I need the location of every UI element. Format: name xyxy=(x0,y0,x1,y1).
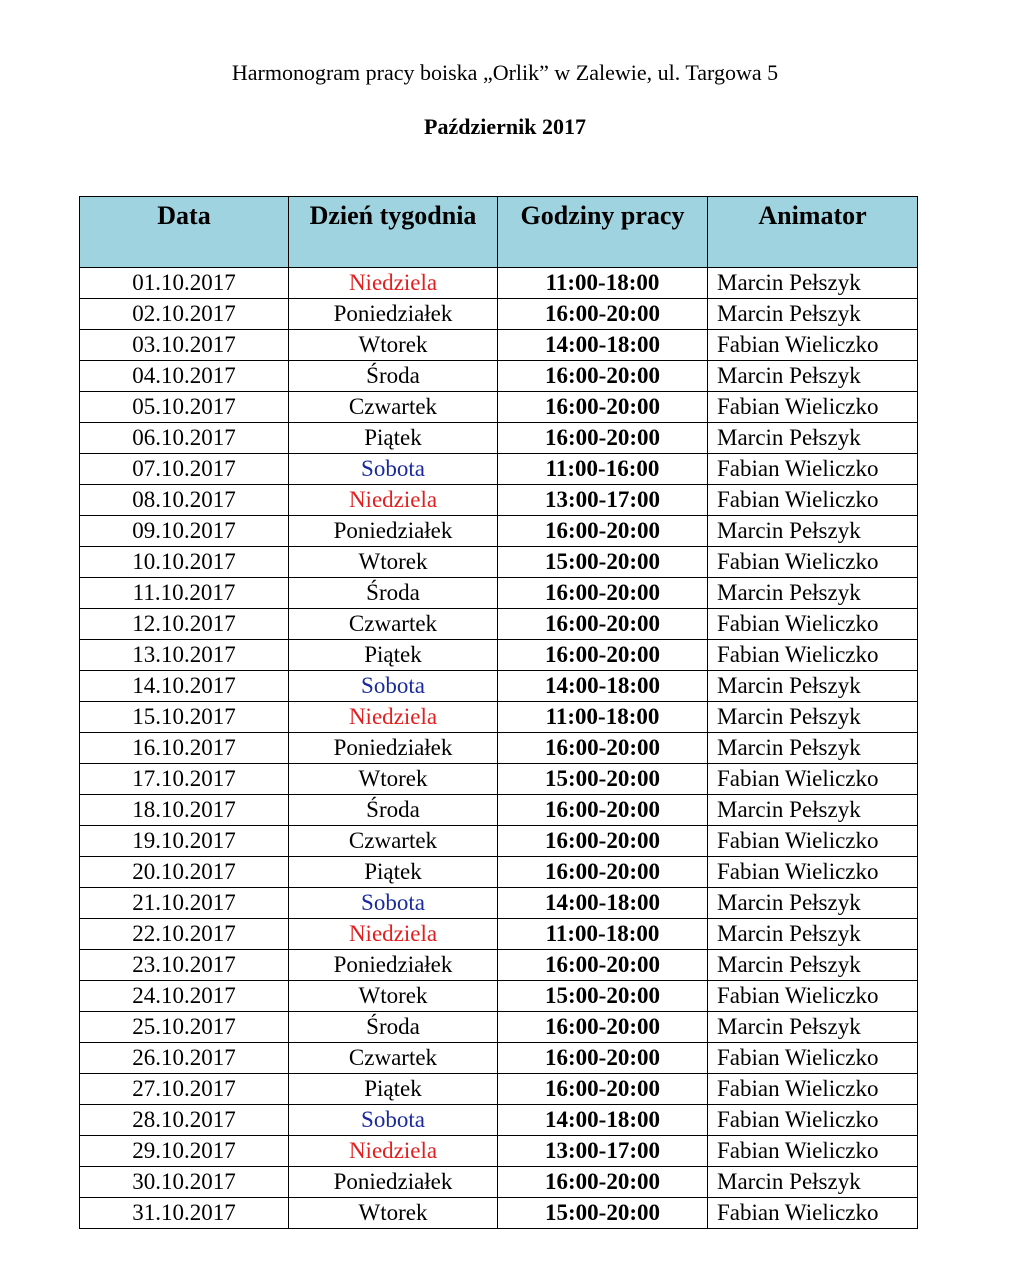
animator-cell: Marcin Pełszyk xyxy=(708,702,918,733)
weekday-cell: Poniedziałek xyxy=(289,299,498,330)
weekday-cell: Wtorek xyxy=(289,547,498,578)
table-row xyxy=(80,268,918,299)
schedule-table xyxy=(79,196,918,1229)
weekday-cell: Poniedziałek xyxy=(289,950,498,981)
document-title: Harmonogram pracy boiska „Orlik” w Zalewie, ul. Targowa 5 xyxy=(231,60,779,85)
animator-cell: Fabian Wieliczko xyxy=(708,1043,918,1074)
hours-cell: 16:00-20:00 xyxy=(498,1167,708,1198)
animator-cell: Marcin Pełszyk xyxy=(708,578,918,609)
weekday-cell: Sobota xyxy=(289,1105,498,1136)
date-cell: 20.10.2017 xyxy=(80,857,289,888)
date-cell: 28.10.2017 xyxy=(80,1105,289,1136)
animator-cell: Fabian Wieliczko xyxy=(708,1105,918,1136)
weekday-cell: Sobota xyxy=(289,888,498,919)
hours-cell: 16:00-20:00 xyxy=(498,1043,708,1074)
weekday-cell: Wtorek xyxy=(289,330,498,361)
table-row xyxy=(80,423,918,454)
animator-cell: Marcin Pełszyk xyxy=(708,919,918,950)
weekday-cell: Środa xyxy=(289,1012,498,1043)
hours-cell: 14:00-18:00 xyxy=(498,888,708,919)
weekday-cell: Wtorek xyxy=(289,1198,498,1229)
hours-cell: 16:00-20:00 xyxy=(498,640,708,671)
date-cell: 27.10.2017 xyxy=(80,1074,289,1105)
hours-cell: 15:00-20:00 xyxy=(498,764,708,795)
table-row xyxy=(80,981,918,1012)
date-cell: 14.10.2017 xyxy=(80,671,289,702)
table-row xyxy=(80,609,918,640)
animator-cell: Marcin Pełszyk xyxy=(708,516,918,547)
weekday-cell: Niedziela xyxy=(289,268,498,299)
weekday-cell: Czwartek xyxy=(289,609,498,640)
date-cell: 01.10.2017 xyxy=(80,268,289,299)
table-row xyxy=(80,795,918,826)
table-row xyxy=(80,485,918,516)
hours-cell: 13:00-17:00 xyxy=(498,485,708,516)
date-cell: 31.10.2017 xyxy=(80,1198,289,1229)
weekday-cell: Poniedziałek xyxy=(289,1167,498,1198)
table-row xyxy=(80,1012,918,1043)
hours-cell: 16:00-20:00 xyxy=(498,733,708,764)
schedule-body xyxy=(80,268,918,1229)
animator-cell: Marcin Pełszyk xyxy=(708,423,918,454)
animator-cell: Fabian Wieliczko xyxy=(708,1074,918,1105)
table-row xyxy=(80,671,918,702)
hours-cell: 16:00-20:00 xyxy=(498,1012,708,1043)
weekday-cell: Środa xyxy=(289,578,498,609)
animator-cell: Marcin Pełszyk xyxy=(708,1012,918,1043)
weekday-cell: Poniedziałek xyxy=(289,516,498,547)
animator-cell: Marcin Pełszyk xyxy=(708,1167,918,1198)
date-cell: 09.10.2017 xyxy=(80,516,289,547)
animator-cell: Fabian Wieliczko xyxy=(708,330,918,361)
column-header-date: Data xyxy=(80,197,289,268)
animator-cell: Marcin Pełszyk xyxy=(708,671,918,702)
date-cell: 17.10.2017 xyxy=(80,764,289,795)
weekday-cell: Poniedziałek xyxy=(289,733,498,764)
hours-cell: 14:00-18:00 xyxy=(498,671,708,702)
table-row xyxy=(80,1136,918,1167)
weekday-cell: Wtorek xyxy=(289,764,498,795)
table-row xyxy=(80,547,918,578)
hours-cell: 16:00-20:00 xyxy=(498,950,708,981)
weekday-cell: Piątek xyxy=(289,857,498,888)
hours-cell: 16:00-20:00 xyxy=(498,857,708,888)
weekday-cell: Piątek xyxy=(289,640,498,671)
animator-cell: Fabian Wieliczko xyxy=(708,1198,918,1229)
animator-cell: Marcin Pełszyk xyxy=(708,950,918,981)
weekday-cell: Sobota xyxy=(289,671,498,702)
animator-cell: Marcin Pełszyk xyxy=(708,361,918,392)
hours-cell: 13:00-17:00 xyxy=(498,1136,708,1167)
weekday-cell: Sobota xyxy=(289,454,498,485)
animator-cell: Fabian Wieliczko xyxy=(708,454,918,485)
hours-cell: 15:00-20:00 xyxy=(498,981,708,1012)
hours-cell: 16:00-20:00 xyxy=(498,609,708,640)
hours-cell: 11:00-16:00 xyxy=(498,454,708,485)
weekday-cell: Niedziela xyxy=(289,1136,498,1167)
month-heading: Październik 2017 xyxy=(424,114,586,139)
table-row xyxy=(80,1043,918,1074)
table-row xyxy=(80,888,918,919)
date-cell: 07.10.2017 xyxy=(80,454,289,485)
animator-cell: Fabian Wieliczko xyxy=(708,764,918,795)
table-row xyxy=(80,826,918,857)
date-cell: 26.10.2017 xyxy=(80,1043,289,1074)
hours-cell: 16:00-20:00 xyxy=(498,423,708,454)
table-row xyxy=(80,640,918,671)
table-row xyxy=(80,392,918,423)
table-row xyxy=(80,454,918,485)
table-row xyxy=(80,764,918,795)
weekday-cell: Środa xyxy=(289,795,498,826)
animator-cell: Fabian Wieliczko xyxy=(708,1136,918,1167)
date-cell: 21.10.2017 xyxy=(80,888,289,919)
hours-cell: 14:00-18:00 xyxy=(498,1105,708,1136)
weekday-cell: Piątek xyxy=(289,1074,498,1105)
animator-cell: Fabian Wieliczko xyxy=(708,547,918,578)
date-cell: 11.10.2017 xyxy=(80,578,289,609)
date-cell: 02.10.2017 xyxy=(80,299,289,330)
table-row xyxy=(80,702,918,733)
hours-cell: 16:00-20:00 xyxy=(498,516,708,547)
table-row xyxy=(80,1105,918,1136)
date-cell: 03.10.2017 xyxy=(80,330,289,361)
column-header-hours: Godziny pracy xyxy=(498,197,708,268)
hours-cell: 14:00-18:00 xyxy=(498,330,708,361)
hours-cell: 16:00-20:00 xyxy=(498,392,708,423)
table-row xyxy=(80,578,918,609)
hours-cell: 16:00-20:00 xyxy=(498,795,708,826)
date-cell: 13.10.2017 xyxy=(80,640,289,671)
date-cell: 30.10.2017 xyxy=(80,1167,289,1198)
hours-cell: 11:00-18:00 xyxy=(498,702,708,733)
date-cell: 16.10.2017 xyxy=(80,733,289,764)
column-header-weekday: Dzień tygodnia xyxy=(289,197,498,268)
hours-cell: 15:00-20:00 xyxy=(498,547,708,578)
table-row xyxy=(80,950,918,981)
table-row xyxy=(80,919,918,950)
weekday-cell: Czwartek xyxy=(289,392,498,423)
animator-cell: Marcin Pełszyk xyxy=(708,733,918,764)
hours-cell: 15:00-20:00 xyxy=(498,1198,708,1229)
date-cell: 25.10.2017 xyxy=(80,1012,289,1043)
hours-cell: 11:00-18:00 xyxy=(498,919,708,950)
animator-cell: Marcin Pełszyk xyxy=(708,299,918,330)
animator-cell: Fabian Wieliczko xyxy=(708,857,918,888)
column-header-animator: Animator xyxy=(708,197,918,268)
animator-cell: Fabian Wieliczko xyxy=(708,485,918,516)
date-cell: 10.10.2017 xyxy=(80,547,289,578)
table-row xyxy=(80,299,918,330)
animator-cell: Fabian Wieliczko xyxy=(708,640,918,671)
animator-cell: Fabian Wieliczko xyxy=(708,826,918,857)
hours-cell: 16:00-20:00 xyxy=(498,1074,708,1105)
animator-cell: Marcin Pełszyk xyxy=(708,795,918,826)
table-header-row xyxy=(80,197,918,268)
animator-cell: Fabian Wieliczko xyxy=(708,609,918,640)
date-cell: 05.10.2017 xyxy=(80,392,289,423)
weekday-cell: Niedziela xyxy=(289,919,498,950)
weekday-cell: Wtorek xyxy=(289,981,498,1012)
hours-cell: 16:00-20:00 xyxy=(498,361,708,392)
date-cell: 23.10.2017 xyxy=(80,950,289,981)
date-cell: 24.10.2017 xyxy=(80,981,289,1012)
hours-cell: 11:00-18:00 xyxy=(498,268,708,299)
hours-cell: 16:00-20:00 xyxy=(498,826,708,857)
table-row xyxy=(80,361,918,392)
date-cell: 29.10.2017 xyxy=(80,1136,289,1167)
animator-cell: Marcin Pełszyk xyxy=(708,888,918,919)
table-row xyxy=(80,733,918,764)
date-cell: 08.10.2017 xyxy=(80,485,289,516)
date-cell: 19.10.2017 xyxy=(80,826,289,857)
weekday-cell: Czwartek xyxy=(289,826,498,857)
table-row xyxy=(80,330,918,361)
animator-cell: Marcin Pełszyk xyxy=(708,268,918,299)
date-cell: 15.10.2017 xyxy=(80,702,289,733)
table-row xyxy=(80,1074,918,1105)
date-cell: 12.10.2017 xyxy=(80,609,289,640)
table-row xyxy=(80,1167,918,1198)
date-cell: 18.10.2017 xyxy=(80,795,289,826)
hours-cell: 16:00-20:00 xyxy=(498,299,708,330)
weekday-cell: Czwartek xyxy=(289,1043,498,1074)
table-row xyxy=(80,857,918,888)
weekday-cell: Środa xyxy=(289,361,498,392)
date-cell: 04.10.2017 xyxy=(80,361,289,392)
table-row xyxy=(80,1198,918,1229)
date-cell: 06.10.2017 xyxy=(80,423,289,454)
animator-cell: Fabian Wieliczko xyxy=(708,981,918,1012)
weekday-cell: Niedziela xyxy=(289,485,498,516)
animator-cell: Fabian Wieliczko xyxy=(708,392,918,423)
hours-cell: 16:00-20:00 xyxy=(498,578,708,609)
weekday-cell: Niedziela xyxy=(289,702,498,733)
date-cell: 22.10.2017 xyxy=(80,919,289,950)
table-row xyxy=(80,516,918,547)
weekday-cell: Piątek xyxy=(289,423,498,454)
